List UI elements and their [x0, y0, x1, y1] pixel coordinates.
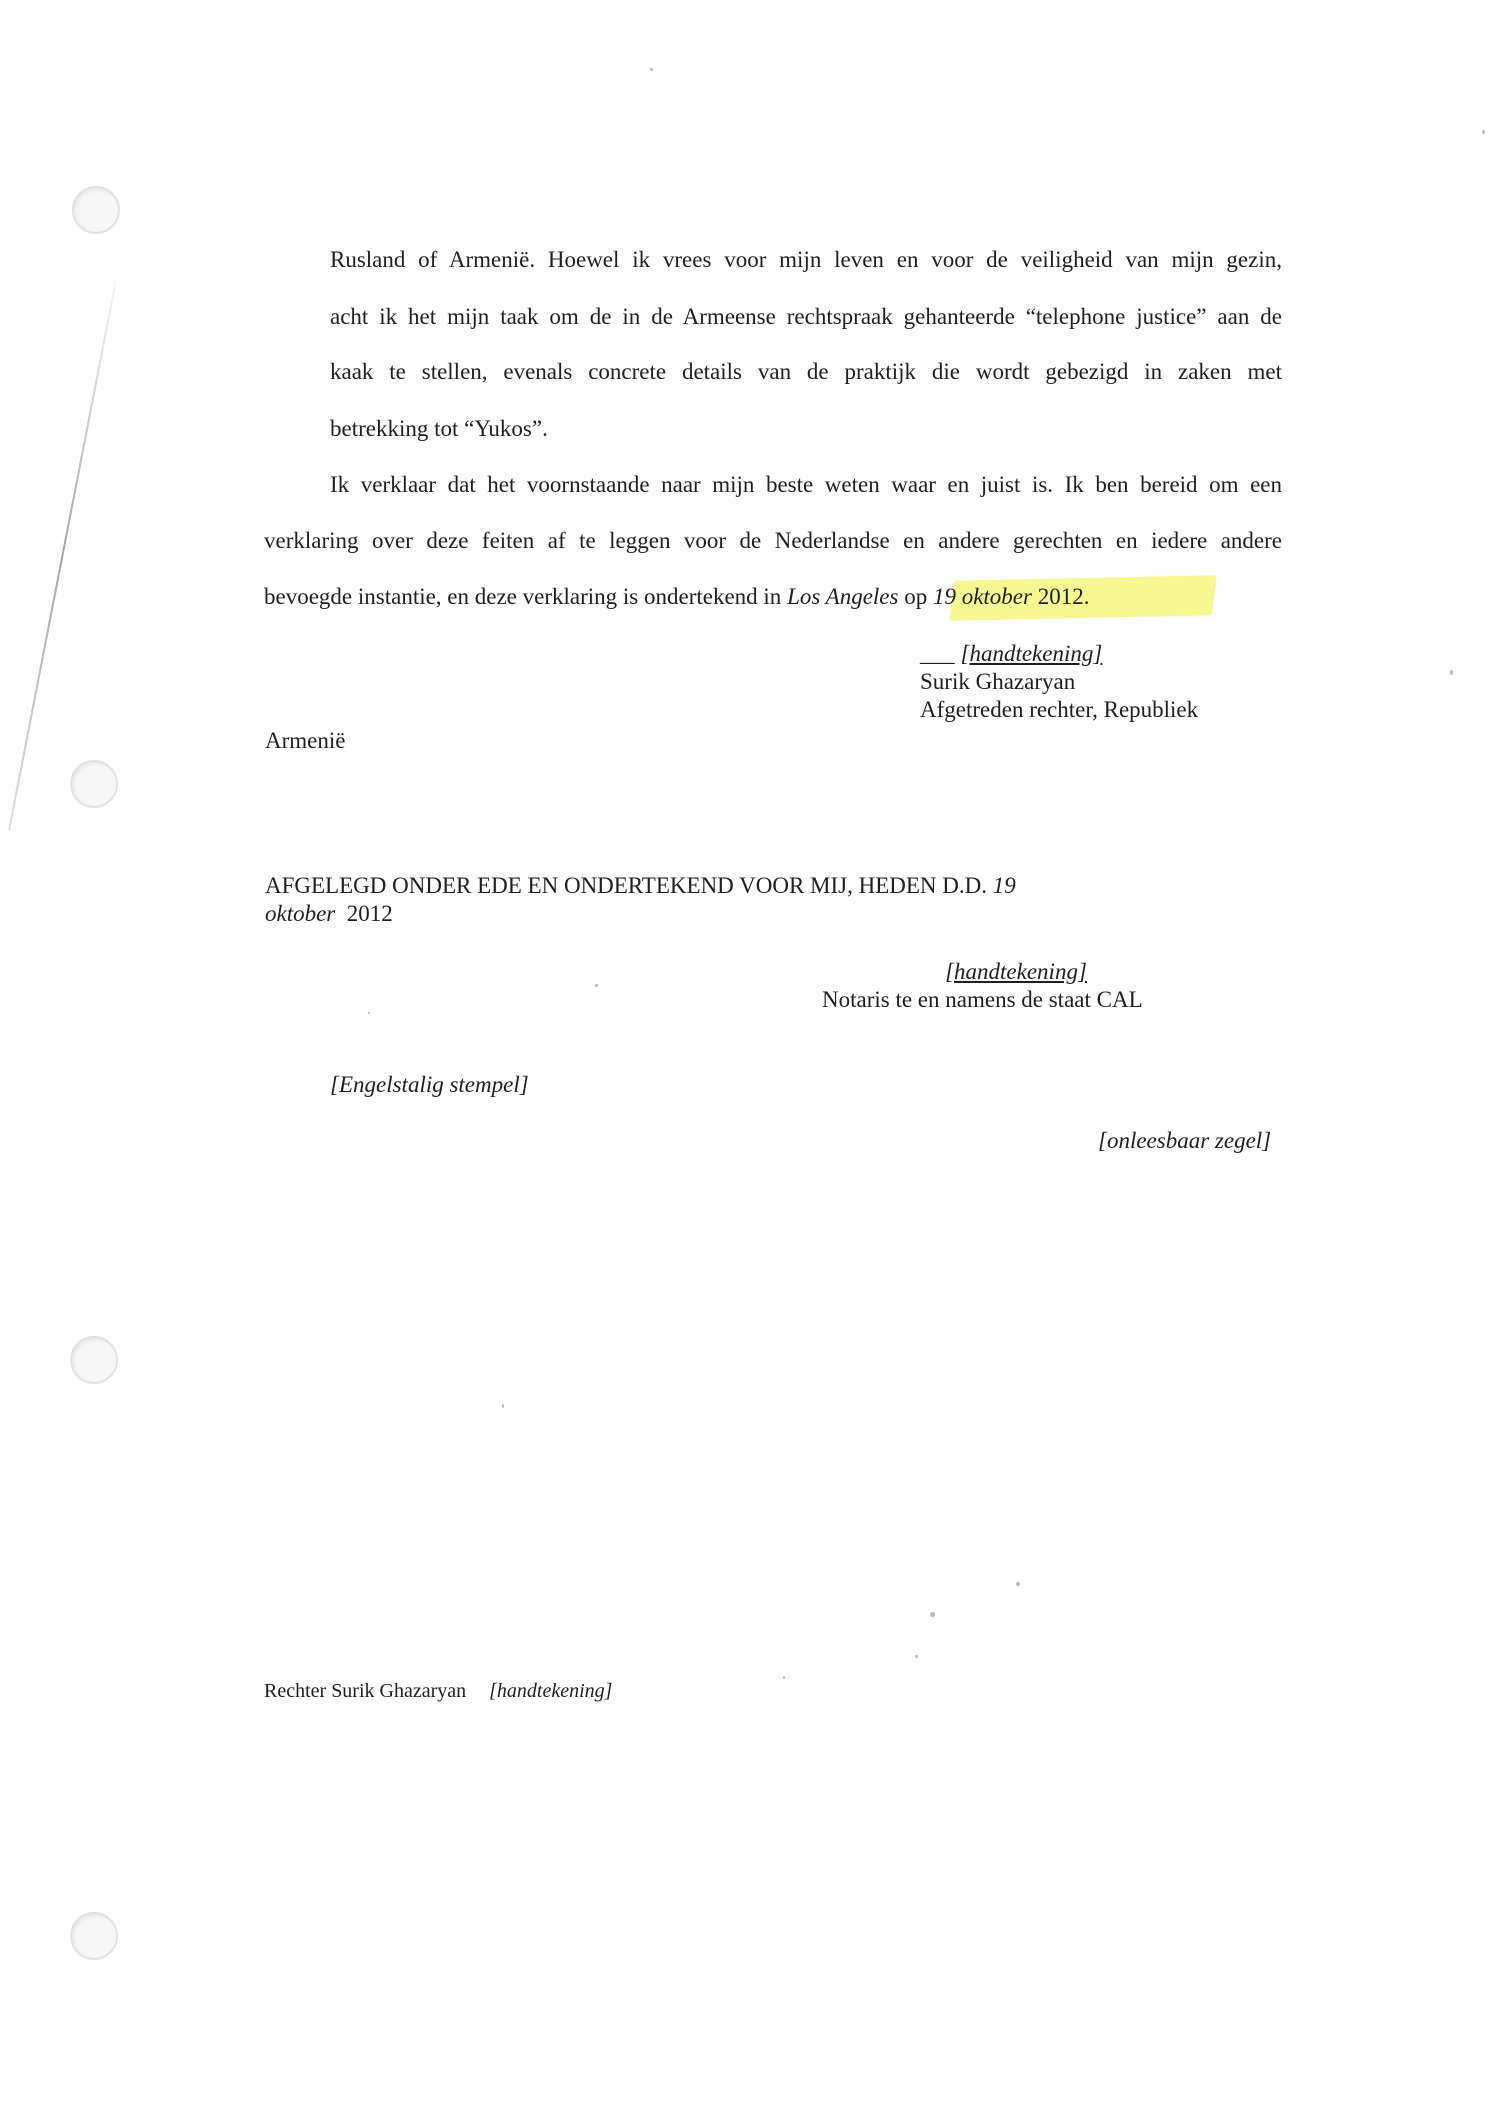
text-segment: op [904, 584, 928, 609]
text-line: Ik verklaar dat het voornstaande naar mijn beste weten waar en juist is. Ik ben bereid om een [330, 472, 1282, 497]
scan-speck [930, 1612, 935, 1617]
oath-line-1 [265, 872, 1085, 900]
paragraph-1-line-3 [330, 359, 1282, 385]
text-line: acht ik het mijn taak om de in de Armeense rechtspraak gehanteerde “telephone justice” aan de [330, 304, 1282, 329]
text-line: kaak te stellen, evenals concrete details van de praktijk die wordt gebezigd in zaken met [330, 359, 1282, 384]
city-name: Los Angeles [787, 584, 899, 609]
seal-text: [onleesbaar zegel] [1098, 1128, 1272, 1153]
signature-placeholder: [handtekening] [960, 641, 1103, 666]
paragraph-2-line-1 [330, 472, 1282, 498]
oath-day: 19 [992, 873, 1016, 898]
oath-line-2 [265, 900, 1085, 928]
signature-prefix: ___ [920, 641, 955, 666]
signature-line [920, 640, 1198, 668]
punch-hole [70, 760, 118, 808]
signing-date: 19 oktober [932, 584, 1032, 609]
oath-text: AFGELEGD ONDER EDE EN ONDERTEKEND VOOR MIJ, HEDEN D.D. [265, 873, 987, 898]
scan-speck [595, 984, 598, 987]
scan-edge-line [8, 280, 117, 830]
text-segment: bevoegde instantie, en deze verklaring is ondertekend in [264, 584, 782, 609]
scan-speck [1450, 670, 1453, 675]
stamp-note [330, 1072, 529, 1098]
text-line: Rusland of Armenië. Hoewel ik vrees voor mijn leven en voor de veiligheid van mijn gezin, [330, 247, 1282, 272]
scan-speck [915, 1655, 918, 1658]
scan-speck [502, 1404, 504, 1408]
footer-signature-placeholder: [handtekening] [489, 1680, 613, 1702]
signature-block [920, 640, 1198, 724]
seal-note [1098, 1128, 1271, 1154]
paragraph-1-line-2 [330, 304, 1282, 330]
text-line: verklaring over deze feiten af te leggen voor de Nederlandse en andere gerechten en iedere andere [264, 528, 1282, 553]
signer-title-continued: Armenië [265, 728, 346, 753]
stamp-text: [Engelstalig stempel] [330, 1072, 529, 1097]
oath-block [265, 872, 1085, 928]
signer-name: Surik Ghazaryan [920, 669, 1076, 694]
punch-hole [72, 186, 120, 234]
scan-speck [650, 68, 653, 71]
paragraph-1-line-1 [330, 247, 1282, 273]
scan-speck [783, 1676, 785, 1679]
paragraph-1-line-4: betrekking tot “Yukos”. [330, 416, 548, 441]
scan-speck [1482, 130, 1485, 134]
scan-speck [368, 1012, 370, 1014]
punch-hole [70, 1912, 118, 1960]
footer-name: Rechter Surik Ghazaryan [264, 1680, 467, 1702]
footer-signature [264, 1680, 612, 1703]
paragraph-2-line-3 [264, 584, 1089, 610]
punch-hole [70, 1336, 118, 1384]
oath-year: 2012 [346, 901, 393, 926]
notary-title: Notaris te en namens de staat CAL [822, 987, 1143, 1012]
paragraph-2-line-2 [264, 528, 1282, 554]
notary-signature-placeholder: [handtekening] [945, 959, 1087, 984]
oath-month: oktober [265, 901, 336, 926]
notary-block [822, 958, 1182, 1014]
signing-year: 2012. [1037, 584, 1090, 609]
scan-speck [1016, 1582, 1020, 1586]
notary-signature-line [822, 958, 1182, 986]
signer-title: Afgetreden rechter, Republiek [920, 697, 1199, 722]
